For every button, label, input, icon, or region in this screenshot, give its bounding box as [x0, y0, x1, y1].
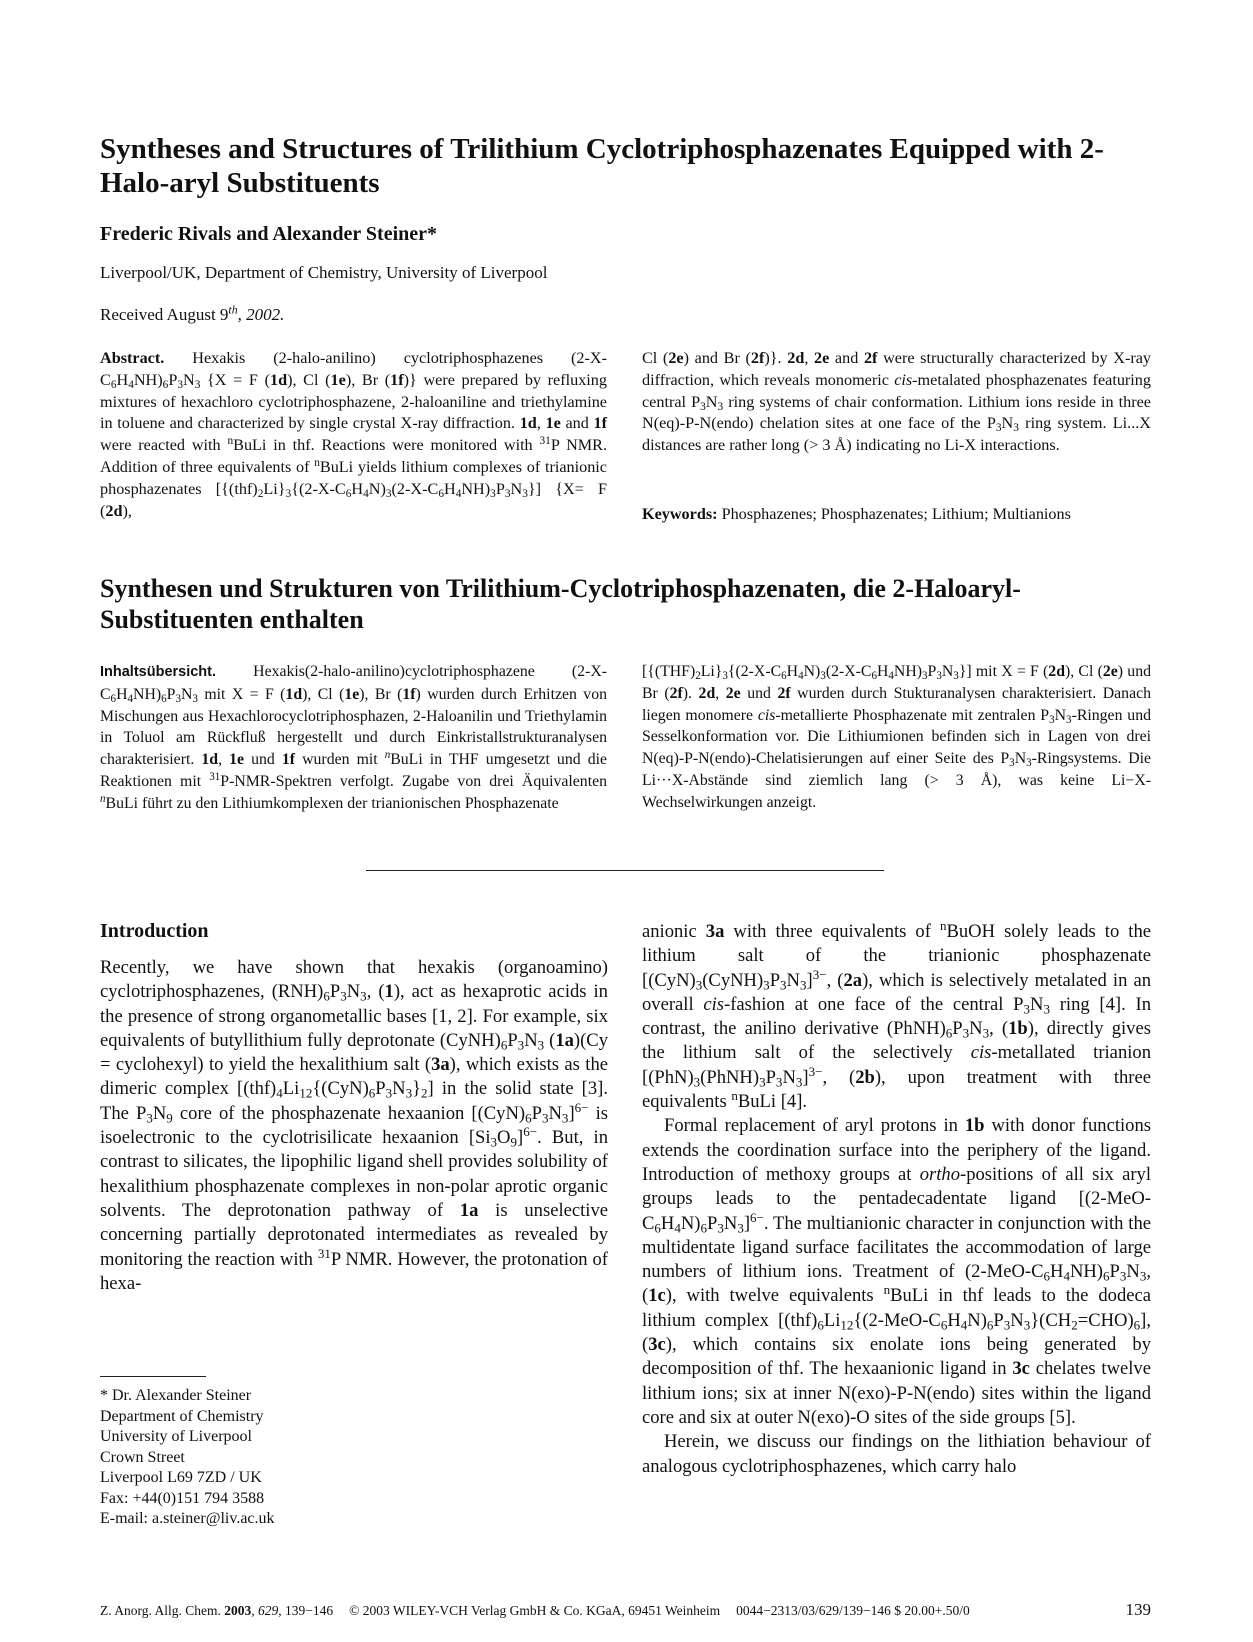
issn-price: 0044−2313/03/629/139−146 $ 20.00+.50/0: [736, 1603, 970, 1618]
footnote-line: Fax: +44(0)151 794 3588: [100, 1489, 265, 1507]
page-number: 139: [1125, 1600, 1151, 1619]
abstract-right-column: Cl (2e) and Br (2f)}. 2d, 2e and 2f were structurally characterized by X-ray diffraction, which reveals monomeric cis-metalated phosphazenates featuring central $P_3N_3$ ring systems of chair conformation. Lithium ions reside in three N(eq)-P-N(endo) chelation sites at one face of the $P_3N_3$ ring system. Li...X distances are rather long (> 3 Å) indicating no Li-X interactions.: [642, 349, 1152, 455]
german-title: Synthesen und Strukturen von Trilithium-Cyclotriphosphazenaten, die 2-Haloaryl-Substituenten enthalten: [100, 574, 1021, 634]
copyright: © 2003 WILEY-VCH Verlag GmbH & Co. KGaA, 69451 Weinheim: [349, 1603, 721, 1618]
intro-paragraph-2: Formal replacement of aryl protons in 1b with donor functions extends the coordination surface into the periphery of the ligand. Introduction of methoxy groups at ortho-positions of all six aryl groups leads to the pentadecadentate ligand $[(2-MeO-C_6H_4N)_6P_3N_3]^{6-}$. The multianionic character in conjunction with the multidentate ligand surface facilitates the accommodation of large numbers of lithium ions. Treatment of $(2-MeO-C_6H_4NH)_6P_3N_3$, (1c), with twelve equivalents $^n$BuLi in thf leads to the dodeca lithium complex $[(thf)_6Li_{12}\{(2-MeO-C_6H_4N)_6P_3N_3\}(CH_2=CHO)_6]$, (3c), which contains six enolate ions being generated by decomposition of thf. The hexaanionic ligand in 3c chelates twelve lithium ions; six at inner N(exo)-P-N(endo) sites within the ligand core and six at outer N(exo)-O sites of the side groups [5].: [642, 1115, 1152, 1428]
footnote-line: * Dr. Alexander Steiner: [100, 1387, 252, 1404]
received-date: Received August 9th, 2002.: [100, 302, 285, 324]
keywords: Keywords: Phosphazenes; Phosphazenates; Lithium; Multianions: [642, 505, 1071, 523]
footnote-line: Crown Street: [100, 1448, 185, 1466]
footnote-line: University of Liverpool: [100, 1428, 252, 1445]
introduction-left-column: Recently, we have shown that hexakis (organoamino) cyclotriphosphazenes, $(RNH)_6P_3N_3$, (1), act as hexaprotic acids in the presence of strong organometallic bases [1, 2]. For example, six equivalents of butyllithium fully deprotonate $(CyNH)_6P_3N_3$ (1a)(Cy = cyclohexyl) to yield the hexalithium salt (3a), which exists as the dimeric complex $[(thf)_4Li_{12}\{(CyN)_6P_3N_3\}_2]$ in the solid state [3]. The $P_3N_9$ core of the phosphazenate hexaanion $[(CyN)_6P_3N_3]^{6-}$ is isoelectronic to the cyclotrisilicate hexaanion $[Si_3O_9]^{6-}$. But, in contrast to silicates, the lipophilic ligand shell provides solubility of hexalithium phosphazenate complexes in non-polar aprotic organic solvents. The deprotonation pathway of 1a is unselective concerning partially deprotonated intermediates as revealed by monitoring the reaction with $^{31}$P NMR. However, the protonation of hexa-: [100, 957, 609, 1294]
section-divider: [366, 870, 884, 871]
journal-citation: Z. Anorg. Allg. Chem. 2003, 629, 139−146: [100, 1603, 334, 1618]
corresponding-author-footnote: [100, 1386, 275, 1530]
footnote-line: Department of Chemistry: [100, 1407, 264, 1425]
paper-title: Syntheses and Structures of Trilithium Cyclotriphosphazenates Equipped with 2-Halo-aryl Substituents: [100, 133, 1104, 199]
page-footer: [100, 1600, 1151, 1620]
abstract-left-column: [100, 348, 607, 522]
introduction-right-column: [642, 917, 1152, 1479]
intro-paragraph-1-cont: anionic 3a with three equivalents of $^n$BuOH solely leads to the lithium salt of the trianionic phosphazenate $[(CyN)_3(CyNH)_3P_3N_3]^{3-}$, (2a), which is selectively metalated in an overall cis-fashion at one face of the central $P_3N_3$ ring [4]. In contrast, the anilino derivative $(PhNH)_6P_3N_3$, (1b), directly gives the lithium salt of the selectively cis-metallated trianion $[(PhN)_3(PhNH)_3P_3N_3]^{3-}$, (2b), upon treatment with three equivalents $^n$BuLi [4].: [642, 917, 1151, 1113]
intro-paragraph-3: Herein, we discuss our findings on the lithiation behaviour of analogous cyclotriphosphazenes, which carry halo: [642, 1431, 1151, 1477]
abstract-text-left: Hexakis (2-halo-anilino) cyclotriphosphazenes $(2-X-C_6H_4NH)_6P_3N_3$ {X = F (1d), Cl (1e), Br (1f)} were prepared by refluxing mixtures of hexachloro cyclotriphosphazene, 2-haloaniline and triethylamine in toluene and characterized by single crystal X-ray diffraction. 1d, 1e and 1f were reacted with $^n$BuLi in thf. Reactions were monitored with $^{31}$P NMR. Addition of three equivalents of $^n$BuLi yields lithium complexes of trianionic phosphazenates $[\{(thf)_2Li\}_3\{(2-X-C_6H_4N)_3(2-X-C_6H_4NH)_3P_3N_3\}]$ {X= F (2d),: [100, 349, 608, 520]
introduction-heading: Introduction: [100, 920, 209, 942]
abstract-label: Abstract.: [100, 349, 165, 367]
footnote-email: E-mail: a.steiner@liv.ac.uk: [100, 1510, 275, 1527]
german-abstract-label: Inhaltsübersicht.: [100, 664, 217, 680]
footnote-rule: [100, 1376, 206, 1377]
german-abstract-left: Inhaltsübersicht. Hexakis(2-halo-anilino)cyclotriphosphazene $(2-X-C_6H_4NH)_6P_3N_3$ mit X = F (1d), Cl (1e), Br (1f) wurden durch Erhitzen von Mischungen aus Hexachlorocyclotriphosphazen, 2-Haloanilin und Triethylamin in Toluol am Rückfluß hergestellt und durch Einkristallstrukturanalysen charakterisiert. 1d, 1e und 1f wurden mit $^n$BuLi in THF umgesetzt und die Reaktionen mit $^{31}$P-NMR-Spektren verfolgt. Zugabe von drei Äquivalenten $^n$BuLi führt zu den Lithiumkomplexen der trianionischen Phosphazenate: [100, 663, 608, 812]
footnote-line: Liverpool L69 7ZD / UK: [100, 1469, 262, 1486]
affiliation: Liverpool/UK, Department of Chemistry, University of Liverpool: [100, 263, 548, 282]
author-list: Frederic Rivals and Alexander Steiner*: [100, 223, 438, 245]
german-abstract-right: $[\{(THF)_2Li\}_3\{(2-X-C_6H_4N)_3(2-X-C_6H_4NH)_3P_3N_3\}]$ mit X = F (2d), Cl (2e) und Br (2f). 2d, 2e und 2f wurden durch Stukturanalysen charakterisiert. Danach liegen monomere cis-metallierte Phosphazenate mit zentralen $P_3N_3$-Ringen und Sesselkonformation vor. Die Lithiumionen befinden sich in Lagen von drei N(eq)-P-N(endo)-Chelatisierungen auf einer Seite des $P_3N_3$-Ringsystems. Die Li···X-Abstände sind ziemlich lang (> 3 Å), was keine Li−X-Wechselwirkungen anzeigt.: [642, 663, 1152, 811]
